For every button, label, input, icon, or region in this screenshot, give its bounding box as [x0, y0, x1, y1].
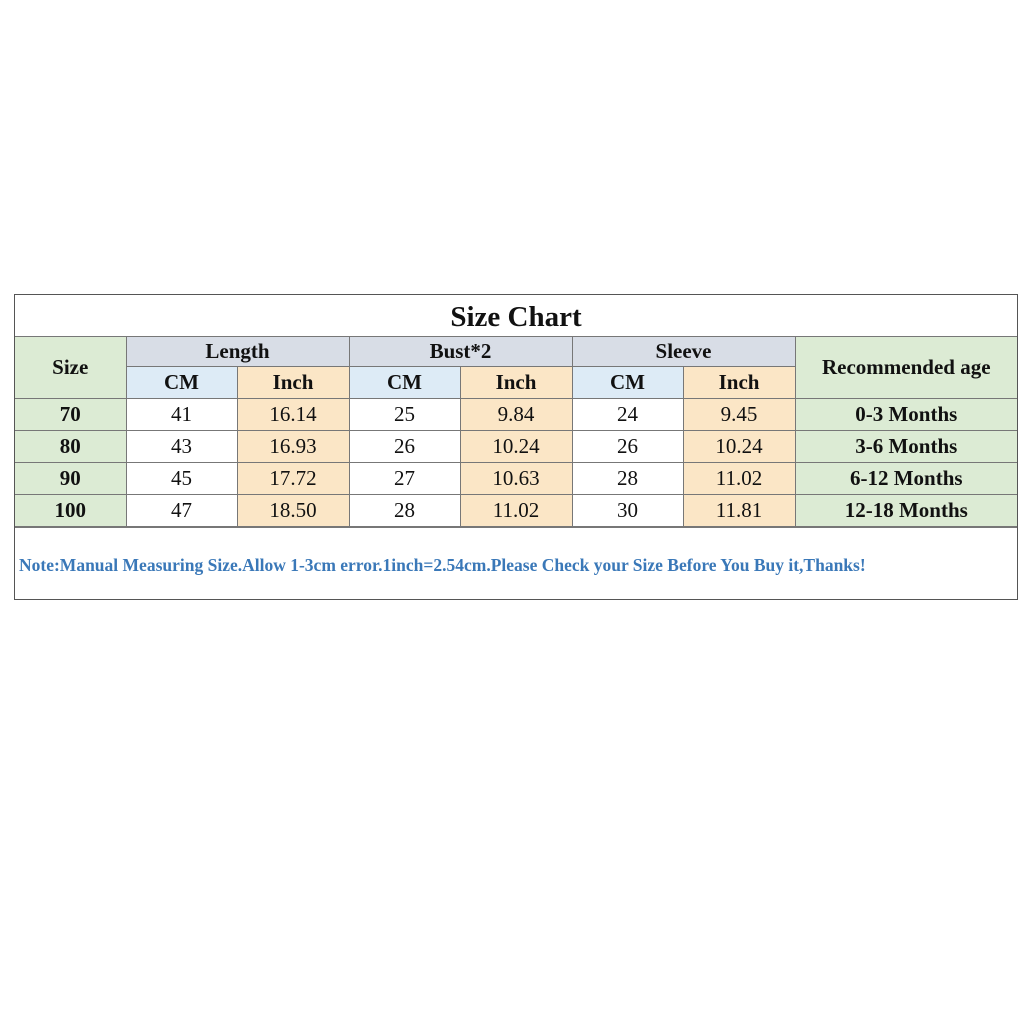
bust-inch-cell: 10.63	[460, 463, 572, 495]
size-cell: 80	[15, 431, 126, 463]
bust-inch-cell: 9.84	[460, 399, 572, 431]
bust-cm-cell: 28	[349, 495, 460, 527]
length-inch-cell: 16.93	[237, 431, 349, 463]
table-row	[15, 431, 1017, 463]
header-row-groups	[15, 337, 1017, 367]
bust-inch-header: Inch	[460, 367, 572, 399]
length-inch-cell: 17.72	[237, 463, 349, 495]
size-table	[15, 337, 1017, 527]
size-cell: 90	[15, 463, 126, 495]
table-row	[15, 463, 1017, 495]
length-inch-cell: 16.14	[237, 399, 349, 431]
measurement-note: Note:Manual Measuring Size.Allow 1-3cm error.1inch=2.54cm.Please Check your Size Before You Buy it,Thanks!	[15, 527, 1017, 599]
sleeve-header: Sleeve	[572, 337, 795, 367]
sleeve-cm-cell: 28	[572, 463, 683, 495]
bust-inch-cell: 11.02	[460, 495, 572, 527]
length-cm-cell: 43	[126, 431, 237, 463]
sleeve-cm-cell: 30	[572, 495, 683, 527]
sleeve-inch-cell: 11.81	[683, 495, 795, 527]
sleeve-inch-cell: 9.45	[683, 399, 795, 431]
table-row	[15, 399, 1017, 431]
length-cm-cell: 47	[126, 495, 237, 527]
size-cell: 70	[15, 399, 126, 431]
sleeve-inch-cell: 10.24	[683, 431, 795, 463]
length-cm-cell: 41	[126, 399, 237, 431]
length-inch-cell: 18.50	[237, 495, 349, 527]
sleeve-cm-header: CM	[572, 367, 683, 399]
length-cm-cell: 45	[126, 463, 237, 495]
table-row	[15, 495, 1017, 527]
bust-cm-cell: 27	[349, 463, 460, 495]
age-cell: 0-3 Months	[795, 399, 1017, 431]
length-header: Length	[126, 337, 349, 367]
age-cell: 6-12 Months	[795, 463, 1017, 495]
chart-title: Size Chart	[15, 295, 1017, 337]
bust-header: Bust*2	[349, 337, 572, 367]
bust-cm-cell: 26	[349, 431, 460, 463]
size-header: Size	[15, 337, 126, 399]
recommended-age-header: Recommended age	[795, 337, 1017, 399]
bust-cm-header: CM	[349, 367, 460, 399]
sleeve-cm-cell: 26	[572, 431, 683, 463]
size-chart	[14, 294, 1018, 600]
age-cell: 12-18 Months	[795, 495, 1017, 527]
length-inch-header: Inch	[237, 367, 349, 399]
age-cell: 3-6 Months	[795, 431, 1017, 463]
sleeve-inch-cell: 11.02	[683, 463, 795, 495]
length-cm-header: CM	[126, 367, 237, 399]
bust-cm-cell: 25	[349, 399, 460, 431]
sleeve-cm-cell: 24	[572, 399, 683, 431]
size-cell: 100	[15, 495, 126, 527]
sleeve-inch-header: Inch	[683, 367, 795, 399]
bust-inch-cell: 10.24	[460, 431, 572, 463]
